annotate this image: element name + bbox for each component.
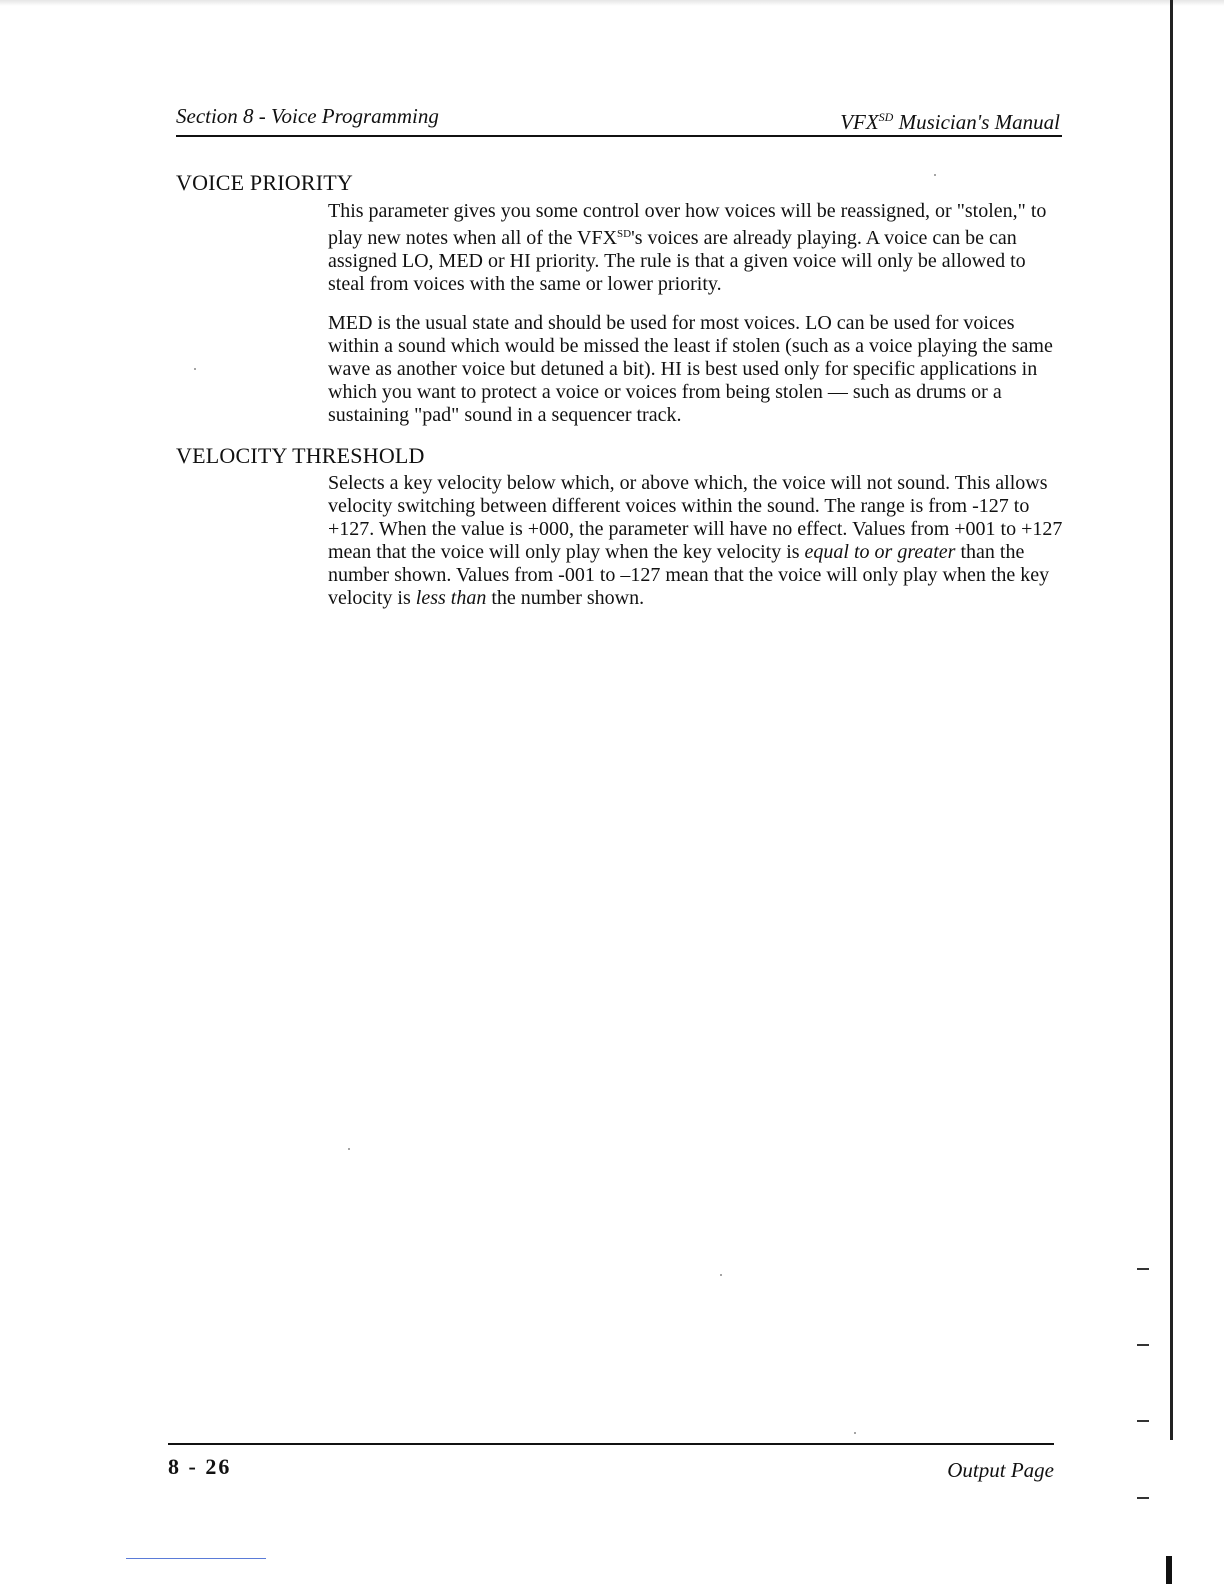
page-number: 8 - 26 [168,1454,232,1479]
footer-label: Output Page [947,1458,1054,1482]
vp-p1-superscript: SD [617,228,632,240]
scan-tick-mark [1137,1420,1149,1422]
voice-priority-paragraph-2: MED is the usual state and should be used for most voices. LO can be used for voices within a sound which would be missed the least if stolen (such as a voice playing the same wave as another voice but detuned a bit). HI is best used only for specific applications in which you want to protect a voice or voices from being stolen — such as drums or a sustaining "pad" sound in a sequencer track. [328,312,1053,426]
vt-emphasis-1: equal to or greater [804,541,956,563]
running-header-manual [840,110,1060,135]
scan-speck [194,368,196,370]
scan-tick-mark [1137,1344,1149,1346]
scan-speck [720,1274,722,1276]
vt-text-c: the number shown. [486,587,645,609]
vp-p1-text-b: 's voices are already playing. A voice can be can assigned LO, MED or HI priority. The rule is that a given voice will only be allowed to steal from voices with the same or lower priority. [328,227,1026,295]
vp-p1-text-a: This parameter gives you some control over how voices will be reassigned, or "stolen," to play new notes when all of the VFX [328,200,1047,249]
heading-voice-priority: VOICE PRIORITY [176,170,353,195]
running-header-section: Section 8 - Voice Programming [176,104,439,128]
manual-title-prefix: VFX [840,110,879,134]
footer-rule [168,1443,1054,1445]
scan-speck [854,1432,856,1434]
manual-title-suffix: Musician's Manual [893,110,1060,134]
vt-text-b: than the number shown. Values from -001 to –127 mean that the voice will only play when the key velocity is [328,541,1050,609]
velocity-threshold-paragraph [328,472,1063,610]
scan-corner-mark [1166,1556,1172,1584]
scan-page-edge [1170,0,1173,1440]
manual-title-superscript: SD [878,110,894,124]
scan-top-band [0,0,1224,6]
header-rule [176,135,1062,137]
voice-priority-paragraph-1 [328,200,1063,296]
scan-tick-mark [1137,1497,1149,1499]
scan-speck [348,1148,350,1150]
scan-tick-mark [1137,1268,1149,1270]
scan-speck [934,174,936,176]
scan-blue-line [126,1558,266,1559]
heading-velocity-threshold: VELOCITY THRESHOLD [176,443,425,468]
vt-emphasis-2: less than [415,587,487,609]
vt-text-a: Selects a key velocity below which, or above which, the voice will not sound. This allows velocity switching between different voices within the sound. The range is from -127 to +127. When the value is +000, the parameter will have no effect. Values from +001 to +127 mean that the voice will only play when the key velocity is [328,472,1063,563]
